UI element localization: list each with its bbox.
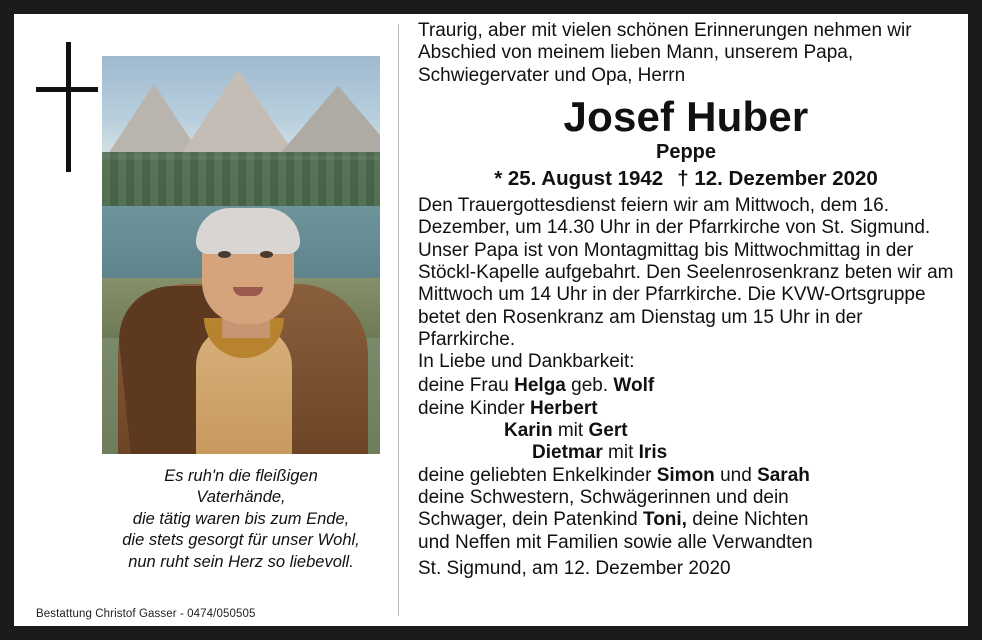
- portrait-scene: [102, 56, 380, 454]
- grandchildren-prefix: deine geliebten Enkelkinder: [418, 464, 657, 486]
- child-2-name: Karin: [504, 420, 553, 442]
- family-child-1: [418, 398, 954, 420]
- verse-line-3: die tätig waren bis zum Ende,: [132, 509, 350, 528]
- relatives-2c: deine Nichten: [686, 509, 809, 531]
- godchild-name: Toni,: [643, 509, 687, 531]
- funeral-home-credit: Bestattung Christof Gasser - 0474/050505: [36, 608, 256, 620]
- funeral-service-text: Den Trauergottesdienst feiern wir am Mittwoch, dem 16. Dezember, um 14.30 Uhr in der Pfarrkirche von St. Sigmund.: [418, 194, 931, 239]
- right-column: [396, 14, 968, 626]
- cross-vertical-bar: [66, 42, 71, 172]
- relatives-2a: Schwager, dein Patenkind: [418, 509, 643, 531]
- child-2-partner: Gert: [588, 420, 628, 442]
- wife-mid: geb.: [565, 375, 614, 397]
- child-2-with: mit: [552, 420, 589, 442]
- deceased-name: Josef Huber: [563, 92, 809, 140]
- child-3-with: mit: [602, 442, 639, 464]
- family-list: [418, 375, 954, 554]
- eye-left: [218, 251, 231, 258]
- family-relatives-line-3: und Neffen mit Familien sowie alle Verwandten: [418, 531, 813, 553]
- verse-line-2: Vaterhände,: [196, 488, 286, 507]
- place-and-date: St. Sigmund, am 12. Dezember 2020: [418, 557, 731, 579]
- child-3-name: Dietmar: [532, 442, 603, 464]
- wife-prefix: deine Frau: [418, 375, 515, 397]
- grandchildren-join: und: [714, 464, 758, 486]
- death-date: † 12. Dezember 2020: [677, 166, 878, 190]
- intro-text: Traurig, aber mit vielen schönen Erinnerungen nehmen wir Abschied von meinem lieben Mann, unserem Papa, Schwiegervater und Opa, Herrn: [418, 20, 912, 86]
- column-divider: [398, 24, 399, 616]
- wife-name: Helga: [514, 375, 566, 397]
- mountain-peak-right: [278, 86, 380, 156]
- birth-date: * 25. August 1942: [494, 166, 664, 190]
- hair: [196, 208, 300, 254]
- family-child-3: [418, 442, 954, 464]
- mouth: [233, 287, 263, 296]
- family-relatives-line-1: deine Schwestern, Schwägerinnen und dein: [418, 487, 789, 509]
- grandchild-1-name: Simon: [656, 464, 715, 486]
- child-3-partner: Iris: [638, 442, 668, 464]
- grandchild-2-name: Sarah: [757, 464, 810, 486]
- family-grandchildren: [418, 465, 954, 487]
- family-relatives-line-2: [418, 509, 954, 531]
- left-column: [14, 14, 396, 626]
- life-dates: [418, 167, 954, 191]
- verse-line-4: die stets gesorgt für unser Wohl,: [122, 531, 360, 550]
- vigil-text: Unser Papa ist von Montagmittag bis Mittwochmittag in der Stöckl-Kapelle aufgebahrt. Den Seelenrosenkranz beten wir am Mittwoch um 14 Uhr in der Pfarrkirche. Die KVW-Ortsgruppe betet den Rosenkranz am Dienstag um 15 Uhr in der Pfarrkirche.: [418, 239, 954, 350]
- memorial-verse: [102, 466, 380, 573]
- cross-horizontal-bar: [36, 87, 98, 92]
- deceased-nickname: Peppe: [655, 140, 717, 163]
- cross-icon: [36, 42, 98, 172]
- children-prefix: deine Kinder: [418, 397, 530, 419]
- wife-maiden-name: Wolf: [613, 375, 655, 397]
- gratitude-text: In Liebe und Dankbarkeit:: [418, 351, 635, 373]
- portrait-photo: [102, 56, 380, 454]
- child-1-name: Herbert: [529, 397, 598, 419]
- verse-line-1: Es ruh'n die fleißigen: [164, 467, 318, 485]
- portrait-person: [118, 186, 368, 454]
- eye-right: [260, 251, 273, 258]
- family-child-2: [418, 420, 954, 442]
- family-wife: [418, 375, 954, 397]
- verse-line-5: nun ruht sein Herz so liebevoll.: [128, 552, 354, 571]
